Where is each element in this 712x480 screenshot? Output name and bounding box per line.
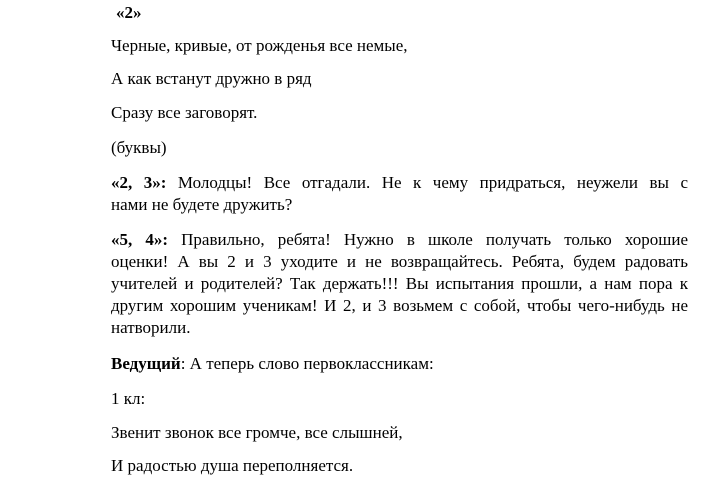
dialogue-paragraph-2 [111, 229, 688, 339]
paragraph-text: Молодцы! Все отгадали. Не к чему придраться, неужели вы с [177, 173, 688, 192]
paragraph-line [111, 229, 688, 251]
host-line [111, 353, 434, 375]
paragraph-text: Правильно, ребята! Нужно в школе получать только хорошие [181, 230, 689, 249]
riddle-line-1: Черные, кривые, от рожденья все немые, [111, 36, 408, 55]
paragraph-line [111, 172, 688, 194]
poem-line-1: Звенит звонок все громче, все слышней, [111, 423, 403, 442]
host-text: : А теперь слово первоклассникам: [180, 354, 434, 373]
poem-line-2: И радостью душа переполняется. [111, 456, 354, 475]
class-label: 1 кл: [111, 389, 146, 408]
speaker-label: «5, 4»: [111, 230, 169, 249]
paragraph-line: учителей и родителей? Так держать!!! Вы испытания прошли, а нам пора к [111, 274, 688, 293]
section-heading-text: «2» [116, 3, 142, 22]
riddle-line-2: А как встанут дружно в ряд [111, 69, 312, 88]
section-heading [116, 2, 142, 24]
host-speaker: Ведущий [111, 354, 181, 373]
riddle-line-3: Сразу все заговорят. [111, 103, 258, 122]
paragraph-line: нами не будете дружить? [111, 195, 293, 214]
paragraph-line: оценки! А вы 2 и 3 уходите и не возвращайтесь. Ребята, будем радовать [111, 252, 688, 271]
dialogue-paragraph-1 [111, 172, 688, 216]
riddle-answer: (буквы) [111, 138, 167, 157]
paragraph-line: другим хорошим ученикам! И 2, и 3 возьмем с собой, чтобы чего-нибудь не [111, 296, 688, 315]
paragraph-line: натворили. [111, 318, 191, 337]
speaker-label: «2, 3»: [111, 173, 167, 192]
